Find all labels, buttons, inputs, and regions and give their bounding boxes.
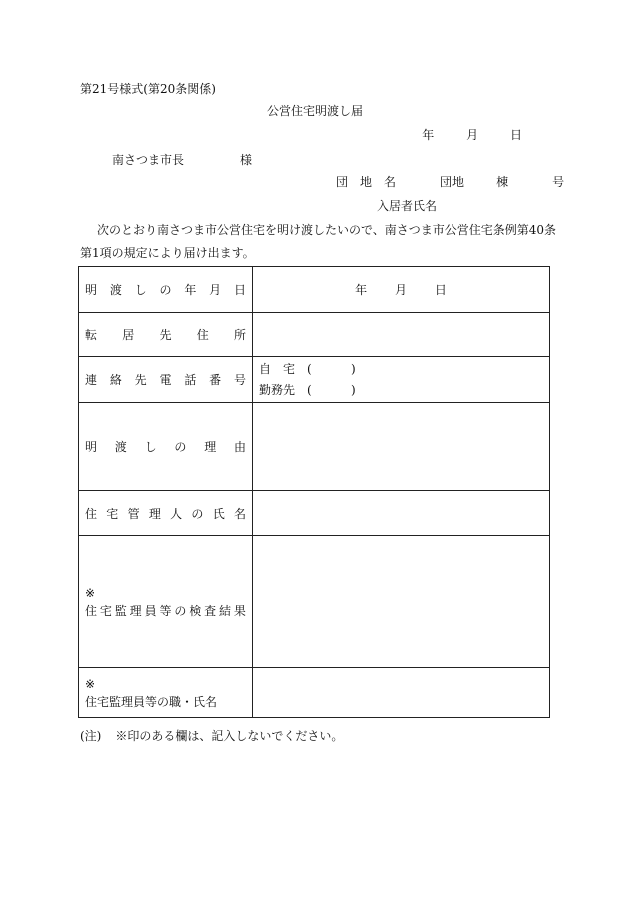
label-char: 渡: [109, 283, 122, 297]
label-char: 検: [189, 603, 202, 618]
reason-label: [79, 403, 253, 491]
contact-phone-label: [79, 357, 253, 403]
label-char: 由: [233, 440, 246, 454]
inspector-title-field[interactable]: [253, 668, 550, 718]
row-relocation-address: [79, 313, 550, 357]
label-char: の: [159, 283, 172, 297]
addressee-honorific: 様: [240, 153, 253, 167]
label-char: 所: [233, 328, 246, 342]
row-reason: [79, 403, 550, 491]
body-text-line: 次のとおり南さつま市公営住宅を明け渡したいので、南さつま市公営住宅条例第40条: [97, 223, 557, 237]
label-char: 渡: [114, 440, 127, 454]
label-char: 電: [159, 373, 172, 387]
move-out-date-field[interactable]: [253, 267, 550, 313]
label-char: 果: [233, 603, 246, 618]
work-phone-line: [253, 380, 549, 401]
label-char: 号: [233, 373, 246, 387]
day-label: 日: [434, 283, 447, 297]
label-char: 住: [196, 328, 209, 342]
label-char: 先: [134, 373, 147, 387]
danchi-building: 棟: [496, 175, 509, 189]
row-manager-name: [79, 491, 550, 536]
footnote-prefix: (注): [80, 729, 102, 743]
move-out-date-label: [79, 267, 253, 313]
label-char: 査: [204, 603, 217, 618]
paren-close: ): [351, 382, 356, 397]
danchi-row: [336, 173, 564, 190]
label-char: 員: [144, 603, 157, 618]
work-phone-label: 勤務先: [259, 382, 296, 397]
contact-phone-field[interactable]: [253, 357, 550, 403]
label-char: 話: [184, 373, 197, 387]
inspection-result-field[interactable]: [253, 536, 550, 668]
label-char: の: [191, 506, 204, 521]
form-number: 第21号様式(第20条関係): [80, 82, 216, 96]
year-label: 年: [422, 128, 435, 142]
danchi-label-char: 団: [336, 175, 349, 189]
label-char: の: [174, 440, 187, 454]
label-char: 管: [127, 506, 140, 521]
danchi-unit: 団地: [440, 175, 465, 189]
month-label: 月: [466, 128, 479, 142]
label-char: 結: [219, 603, 232, 618]
notification-form-table: [78, 266, 550, 718]
reference-mark: ※: [85, 585, 96, 600]
tenant-name-label: 入居者氏名: [377, 199, 438, 213]
label-char: 人: [170, 506, 183, 521]
paren-open: (: [307, 382, 312, 397]
inspector-title-text: 住宅監理員等の職・氏名: [85, 694, 218, 709]
inspection-result-label: [79, 536, 253, 668]
paren-open: (: [307, 361, 312, 376]
inspector-title-label: [79, 668, 253, 718]
label-char: 転: [85, 328, 98, 342]
label-char: 氏: [212, 506, 225, 521]
danchi-label-char: 地: [360, 175, 373, 189]
label-char: 宅: [106, 506, 119, 521]
label-char: 理: [148, 506, 161, 521]
label-char: 月: [209, 283, 222, 297]
label-char: し: [134, 283, 147, 297]
label-char: の: [174, 603, 187, 618]
submission-date: [394, 126, 522, 143]
label-char: 監: [114, 603, 127, 618]
reason-field[interactable]: [253, 403, 550, 491]
danchi-label-char: 名: [384, 175, 397, 189]
label-char: 絡: [109, 373, 122, 387]
label-char: 名: [233, 506, 246, 521]
relocation-address-field[interactable]: [253, 313, 550, 357]
body-text-line: 第1項の規定により届け出ます。: [80, 246, 255, 260]
row-inspection-result: [79, 536, 550, 668]
danchi-number: 号: [552, 175, 565, 189]
label-char: 先: [159, 328, 172, 342]
day-label: 日: [509, 128, 522, 142]
manager-name-field[interactable]: [253, 491, 550, 536]
label-char: し: [144, 440, 157, 454]
row-move-out-date: [79, 267, 550, 313]
row-contact-phone: [79, 357, 550, 403]
paren-close: ): [351, 361, 356, 376]
label-char: 住: [85, 506, 98, 521]
footnote: [80, 727, 343, 744]
home-phone-line: [253, 359, 549, 380]
year-label: 年: [355, 283, 368, 297]
label-char: 等: [159, 603, 172, 618]
label-char: 日: [233, 283, 246, 297]
manager-name-label: [79, 491, 253, 536]
label-char: 住: [85, 603, 98, 618]
label-char: 宅: [99, 603, 112, 618]
document-title: 公営住宅明渡し届: [266, 104, 363, 118]
relocation-address-label: [79, 313, 253, 357]
addressee-name: 南さつま市長: [112, 153, 185, 167]
home-phone-label: 自 宅: [259, 361, 296, 376]
footnote-text: ※印のある欄は、記入しないでください。: [115, 729, 344, 743]
label-char: 理: [129, 603, 142, 618]
label-char: 理: [204, 440, 217, 454]
label-char: 年: [184, 283, 197, 297]
label-char: 番: [209, 373, 222, 387]
label-char: 明: [85, 283, 98, 297]
reference-mark: ※: [85, 676, 96, 691]
row-inspector-title: [79, 668, 550, 718]
label-char: 居: [122, 328, 135, 342]
label-char: 連: [85, 373, 98, 387]
label-char: 明: [85, 440, 98, 454]
month-label: 月: [394, 283, 407, 297]
